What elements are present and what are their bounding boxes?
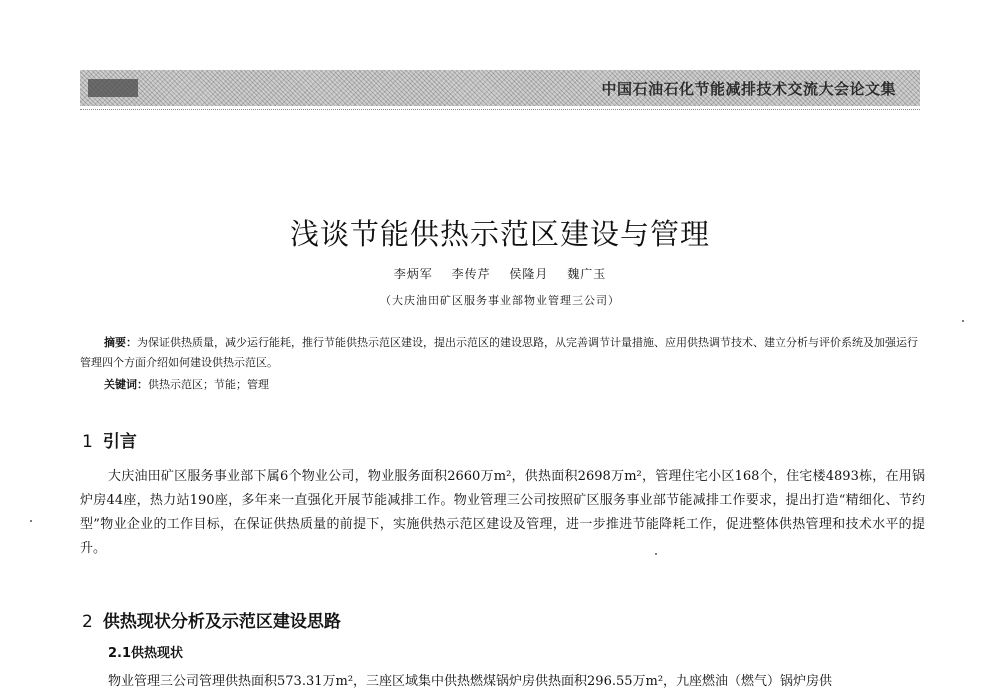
abstract	[80, 333, 925, 373]
author-name: 魏广玉	[567, 267, 607, 281]
section-heading-introduction	[82, 427, 137, 452]
section-heading-analysis	[82, 607, 341, 632]
author-name: 侯隆月	[509, 267, 549, 281]
scan-speck	[962, 320, 964, 322]
abstract-text: 为保证供热质量，减少运行能耗，推行节能供热示范区建设，提出示范区的建设思路，从完善调节计量措施、应用供热调节技术、建立分析与评价系统及加强运行管理四个方面介绍如何建设供热示范区。	[80, 336, 918, 369]
keywords-label: 关键词：	[104, 378, 148, 391]
author-name: 李炳军	[393, 267, 433, 281]
subsection-heading-status	[108, 642, 183, 661]
subsection-title: 供热现状	[131, 646, 184, 661]
author-affiliation: （大庆油田矿区服务事业部物业管理三公司）	[380, 294, 620, 307]
keywords	[104, 376, 269, 392]
abstract-label: 摘要：	[104, 336, 137, 349]
section-number: 1	[82, 432, 93, 452]
scan-speck	[655, 553, 657, 555]
conference-title: 中国石油石化节能减排技术交流大会论文集	[601, 80, 896, 98]
introduction-paragraph: 大庆油田矿区服务事业部下属6个物业公司，物业服务面积2660万m²，供热面积2698万m²，管理住宅小区168个，住宅楼4893栋，在用锅炉房44座，热力站190座，多年来一直强化开展节能减排工作。物业管理三公司按照矿区服务事业部节能减排工作要求，提出打造“精细化、节约型”物业企业的工作目标，在保证供热质量的前提下，实施供热示范区建设及管理，进一步推进节能降耗工作，促进整体供热管理和技术水平的提升。	[80, 469, 925, 556]
author-name: 李传芹	[451, 267, 491, 281]
header-logo-mark	[88, 79, 138, 97]
subsection-number: 2.1	[108, 646, 132, 661]
section-title: 引言	[102, 432, 137, 452]
author-list	[0, 265, 1000, 282]
scan-speck	[30, 520, 32, 522]
paper-title: 浅谈节能供热示范区建设与管理	[289, 217, 710, 251]
status-paragraph: 物业管理三公司管理供热面积573.31万m²，三座区域集中供热燃煤锅炉房供热面积296.55万m²，九座燃油（燃气）锅炉房供	[108, 674, 833, 689]
section-title: 供热现状分析及示范区建设思路	[102, 612, 341, 632]
section-number: 2	[82, 612, 93, 632]
running-header	[80, 70, 920, 106]
keywords-text: 供热示范区；节能；管理	[148, 378, 269, 391]
